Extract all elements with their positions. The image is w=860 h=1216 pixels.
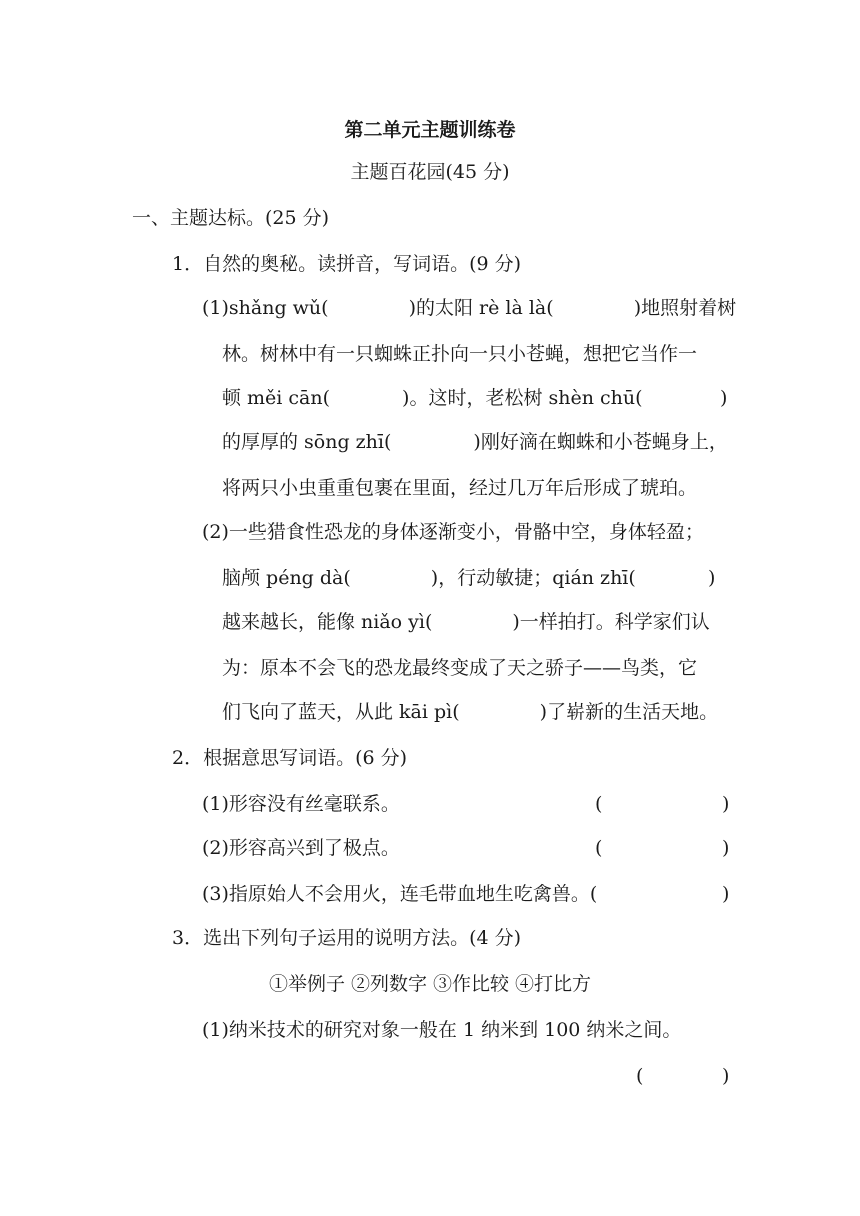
q2-item-3-close: ) [722, 883, 730, 905]
q2-item-1-open: ( [595, 793, 603, 815]
q2-item-2-open: ( [595, 837, 603, 859]
q1-p1-line1-a: (1)shǎng wǔ( [202, 297, 329, 319]
section-heading: 一、主题达标。(25 分) [132, 207, 330, 229]
page-subtitle: 主题百花园(45 分) [350, 161, 510, 183]
q2-item-3: (3)指原始人不会用火，连毛带血地生吃禽兽。( [202, 883, 598, 905]
q2-item-2-close: ) [722, 837, 730, 859]
question-3-heading: 3．选出下列句子运用的说明方法。(4 分) [172, 927, 522, 949]
question-2-heading: 2．根据意思写词语。(6 分) [172, 747, 408, 769]
q1-p1-line5: 将两只小虫重重包裹在里面，经过几万年后形成了琥珀。 [222, 477, 698, 499]
q1-p1-line1-c: )地照射着树 [633, 297, 737, 319]
answer-blank[interactable] [605, 882, 715, 906]
q3-answer-close: ) [722, 1065, 730, 1087]
q1-p2-line4: 为：原本不会飞的恐龙最终变成了天之骄子——鸟类，它 [222, 657, 698, 679]
q1-p2-line1: (2)一些猎食性恐龙的身体逐渐变小，骨骼中空，身体轻盈； [202, 521, 704, 543]
q1-p2-line2 [222, 566, 636, 590]
q1-p2-line2-a: 脑颅 péng dà( [222, 567, 351, 589]
q1-p1-line4-a: 的厚厚的 sōng zhī( [222, 431, 392, 453]
q1-p1-line4-b: )刚好滴在蜘蛛和小苍蝇身上， [473, 431, 728, 453]
question-1-heading: 1．自然的奥秘。读拼音，写词语。(9 分) [172, 253, 522, 275]
q1-p1-line3-close: ) [720, 387, 728, 409]
q1-p2-line5-a: 们飞向了蓝天，从此 kāi pì( [222, 701, 460, 723]
q1-p2-line5-b: )了崭新的生活天地。 [539, 701, 719, 723]
q1-p2-line3 [222, 610, 710, 634]
q3-item-1: (1)纳米技术的研究对象一般在 1 纳米到 100 纳米之间。 [202, 1019, 682, 1041]
q1-p2-line2-b: )，行动敏捷；qián zhī( [430, 567, 636, 589]
q1-p1-line3-a: 顿 měi cān( [222, 387, 331, 409]
q1-p1-line2: 林。树林中有一只蜘蛛正扑向一只小苍蝇，想把它当作一 [222, 343, 698, 365]
answer-blank[interactable] [605, 792, 715, 816]
page-title: 第二单元主题训练卷 [344, 119, 516, 141]
q1-p2-line5 [222, 700, 718, 724]
answer-blank[interactable] [646, 1064, 716, 1088]
q1-p1-line1 [202, 296, 736, 320]
q1-p1-line3 [222, 386, 643, 410]
q3-answer-open: ( [636, 1065, 644, 1087]
q2-item-1-close: ) [722, 793, 730, 815]
answer-blank[interactable] [605, 836, 715, 860]
q1-p1-line4 [222, 430, 728, 454]
q1-p2-line3-a: 越来越长，能像 niǎo yì( [222, 611, 433, 633]
q1-p2-line2-close: ) [708, 567, 716, 589]
q1-p1-line3-b: )。这时，老松树 shèn chū( [402, 387, 643, 409]
q3-options: ①举例子 ②列数字 ③作比较 ④打比方 [268, 973, 592, 995]
q1-p1-line1-b: )的太阳 rè là là( [408, 297, 554, 319]
q1-p2-line3-b: )一样拍打。科学家们认 [512, 611, 710, 633]
q2-item-2: (2)形容高兴到了极点。 [202, 837, 400, 859]
q2-item-1: (1)形容没有丝毫联系。 [202, 793, 400, 815]
